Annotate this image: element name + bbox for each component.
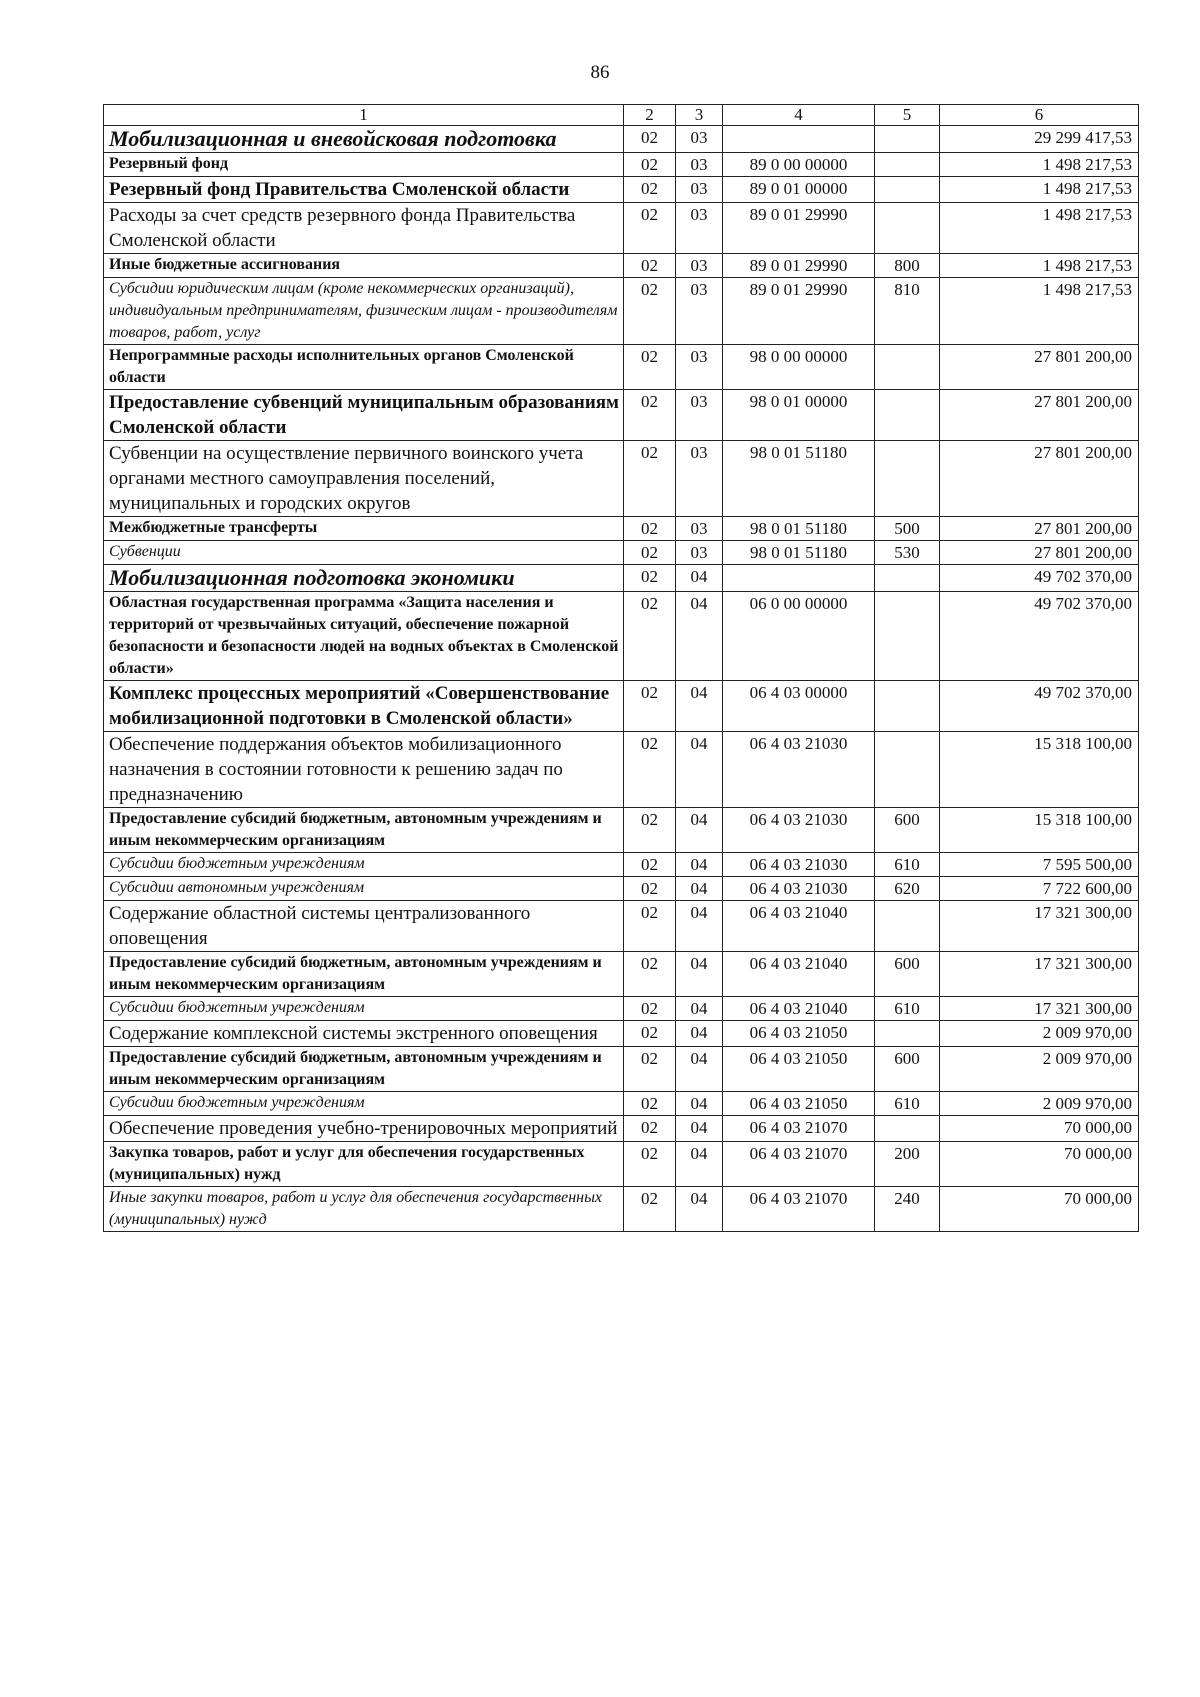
row-amount-cell: 70 000,00 — [940, 1187, 1139, 1232]
row-amount-cell: 70 000,00 — [940, 1116, 1139, 1142]
row-target-article-cell: 06 4 03 21070 — [723, 1142, 875, 1187]
table-row — [104, 997, 1139, 1021]
row-expense-type-cell — [875, 565, 940, 592]
row-subsection-code-cell: 04 — [676, 1047, 723, 1092]
row-subsection-code-cell: 04 — [676, 1021, 723, 1047]
row-expense-type-cell — [875, 441, 940, 517]
table-row — [104, 254, 1139, 278]
table-row — [104, 126, 1139, 153]
row-target-article-cell: 98 0 01 51180 — [723, 517, 875, 541]
row-target-article-cell: 06 4 03 21040 — [723, 997, 875, 1021]
row-expense-type-cell: 810 — [875, 278, 940, 345]
row-section-code-cell: 02 — [624, 808, 676, 853]
row-subsection-code-cell: 04 — [676, 681, 723, 732]
row-amount-cell: 1 498 217,53 — [940, 177, 1139, 203]
row-name-cell: Иные закупки товаров, работ и услуг для обеспечения государственных (муниципальных) нужд — [104, 1187, 624, 1232]
row-expense-type-cell — [875, 177, 940, 203]
row-amount-cell: 7 722 600,00 — [940, 877, 1139, 901]
row-section-code-cell: 02 — [624, 203, 676, 254]
row-amount-cell: 7 595 500,00 — [940, 853, 1139, 877]
row-name-cell: Предоставление субвенций муниципальным образованиям Смоленской области — [104, 390, 624, 441]
row-target-article-cell: 06 4 03 21040 — [723, 952, 875, 997]
row-amount-cell: 27 801 200,00 — [940, 541, 1139, 565]
table-row — [104, 1142, 1139, 1187]
row-name-cell: Субсидии бюджетным учреждениям — [104, 853, 624, 877]
column-header: 2 — [624, 105, 676, 126]
row-expense-type-cell: 240 — [875, 1187, 940, 1232]
row-amount-cell: 1 498 217,53 — [940, 153, 1139, 177]
row-target-article-cell — [723, 565, 875, 592]
row-target-article-cell: 06 4 03 21030 — [723, 853, 875, 877]
row-subsection-code-cell: 03 — [676, 541, 723, 565]
row-amount-cell: 2 009 970,00 — [940, 1092, 1139, 1116]
row-section-code-cell: 02 — [624, 1092, 676, 1116]
budget-table — [103, 104, 1139, 1232]
row-target-article-cell: 89 0 01 29990 — [723, 203, 875, 254]
row-subsection-code-cell: 03 — [676, 203, 723, 254]
row-name-cell: Содержание областной системы централизованного оповещения — [104, 901, 624, 952]
row-subsection-code-cell: 04 — [676, 901, 723, 952]
row-section-code-cell: 02 — [624, 997, 676, 1021]
row-amount-cell: 17 321 300,00 — [940, 901, 1139, 952]
row-section-code-cell: 02 — [624, 278, 676, 345]
row-target-article-cell: 06 4 03 21030 — [723, 732, 875, 808]
row-target-article-cell: 06 0 00 00000 — [723, 592, 875, 681]
row-section-code-cell: 02 — [624, 681, 676, 732]
row-name-cell: Расходы за счет средств резервного фонда Правительства Смоленской области — [104, 203, 624, 254]
table-row — [104, 1021, 1139, 1047]
row-name-cell: Предоставление субсидий бюджетным, автономным учреждениям и иным некоммерческим организациям — [104, 808, 624, 853]
column-header: 6 — [940, 105, 1139, 126]
table-row — [104, 565, 1139, 592]
row-amount-cell: 15 318 100,00 — [940, 808, 1139, 853]
table-header-row — [104, 105, 1139, 126]
row-name-cell: Резервный фонд Правительства Смоленской области — [104, 177, 624, 203]
row-name-cell: Мобилизационная подготовка экономики — [104, 565, 624, 592]
row-amount-cell: 27 801 200,00 — [940, 390, 1139, 441]
row-expense-type-cell — [875, 153, 940, 177]
row-section-code-cell: 02 — [624, 254, 676, 278]
row-subsection-code-cell: 03 — [676, 390, 723, 441]
row-subsection-code-cell: 04 — [676, 565, 723, 592]
row-amount-cell: 17 321 300,00 — [940, 997, 1139, 1021]
row-target-article-cell — [723, 126, 875, 153]
row-subsection-code-cell: 04 — [676, 1092, 723, 1116]
row-subsection-code-cell: 03 — [676, 517, 723, 541]
row-expense-type-cell: 500 — [875, 517, 940, 541]
table-row — [104, 345, 1139, 390]
row-expense-type-cell: 610 — [875, 997, 940, 1021]
row-target-article-cell: 89 0 01 29990 — [723, 278, 875, 345]
row-section-code-cell: 02 — [624, 901, 676, 952]
row-section-code-cell: 02 — [624, 126, 676, 153]
column-header: 5 — [875, 105, 940, 126]
table-row — [104, 952, 1139, 997]
row-subsection-code-cell: 04 — [676, 732, 723, 808]
row-amount-cell: 70 000,00 — [940, 1142, 1139, 1187]
row-expense-type-cell: 600 — [875, 1047, 940, 1092]
row-section-code-cell: 02 — [624, 153, 676, 177]
row-name-cell: Субвенции на осуществление первичного воинского учета органами местного самоуправления поселений, муниципальных и городских округов — [104, 441, 624, 517]
row-subsection-code-cell: 03 — [676, 126, 723, 153]
row-target-article-cell: 06 4 03 21030 — [723, 808, 875, 853]
row-expense-type-cell — [875, 126, 940, 153]
row-name-cell: Обеспечение поддержания объектов мобилизационного назначения в состоянии готовности к решению задач по предназначению — [104, 732, 624, 808]
row-amount-cell: 17 321 300,00 — [940, 952, 1139, 997]
row-name-cell: Комплекс процессных мероприятий «Совершенствование мобилизационной подготовки в Смоленской области» — [104, 681, 624, 732]
row-subsection-code-cell: 03 — [676, 153, 723, 177]
row-expense-type-cell — [875, 1021, 940, 1047]
row-amount-cell: 27 801 200,00 — [940, 517, 1139, 541]
row-subsection-code-cell: 04 — [676, 1116, 723, 1142]
row-subsection-code-cell: 03 — [676, 441, 723, 517]
row-expense-type-cell — [875, 203, 940, 254]
table-row — [104, 177, 1139, 203]
table-row — [104, 278, 1139, 345]
row-subsection-code-cell: 03 — [676, 345, 723, 390]
row-target-article-cell: 98 0 01 51180 — [723, 441, 875, 517]
row-amount-cell: 29 299 417,53 — [940, 126, 1139, 153]
row-section-code-cell: 02 — [624, 1116, 676, 1142]
row-subsection-code-cell: 03 — [676, 254, 723, 278]
row-subsection-code-cell: 03 — [676, 177, 723, 203]
row-expense-type-cell — [875, 732, 940, 808]
row-target-article-cell: 06 4 03 00000 — [723, 681, 875, 732]
row-subsection-code-cell: 04 — [676, 1142, 723, 1187]
row-amount-cell: 15 318 100,00 — [940, 732, 1139, 808]
row-section-code-cell: 02 — [624, 177, 676, 203]
row-name-cell: Мобилизационная и вневойсковая подготовка — [104, 126, 624, 153]
row-section-code-cell: 02 — [624, 592, 676, 681]
row-section-code-cell: 02 — [624, 877, 676, 901]
row-name-cell: Предоставление субсидий бюджетным, автономным учреждениям и иным некоммерческим организациям — [104, 1047, 624, 1092]
row-name-cell: Содержание комплексной системы экстренного оповещения — [104, 1021, 624, 1047]
row-name-cell: Субсидии бюджетным учреждениям — [104, 1092, 624, 1116]
row-amount-cell: 27 801 200,00 — [940, 441, 1139, 517]
row-section-code-cell: 02 — [624, 345, 676, 390]
table-row — [104, 517, 1139, 541]
row-expense-type-cell: 530 — [875, 541, 940, 565]
row-section-code-cell: 02 — [624, 1021, 676, 1047]
row-subsection-code-cell: 03 — [676, 278, 723, 345]
row-subsection-code-cell: 04 — [676, 952, 723, 997]
row-name-cell: Субсидии автономным учреждениям — [104, 877, 624, 901]
row-section-code-cell: 02 — [624, 565, 676, 592]
row-target-article-cell: 98 0 00 00000 — [723, 345, 875, 390]
row-name-cell: Межбюджетные трансферты — [104, 517, 624, 541]
row-subsection-code-cell: 04 — [676, 592, 723, 681]
row-subsection-code-cell: 04 — [676, 997, 723, 1021]
table-body — [104, 126, 1139, 1232]
row-name-cell: Предоставление субсидий бюджетным, автономным учреждениям и иным некоммерческим организациям — [104, 952, 624, 997]
table-row — [104, 681, 1139, 732]
row-expense-type-cell: 200 — [875, 1142, 940, 1187]
row-amount-cell: 2 009 970,00 — [940, 1021, 1139, 1047]
table-row — [104, 853, 1139, 877]
row-expense-type-cell: 620 — [875, 877, 940, 901]
table-row — [104, 732, 1139, 808]
row-section-code-cell: 02 — [624, 1142, 676, 1187]
row-section-code-cell: 02 — [624, 541, 676, 565]
row-subsection-code-cell: 04 — [676, 853, 723, 877]
row-amount-cell: 49 702 370,00 — [940, 681, 1139, 732]
row-section-code-cell: 02 — [624, 1187, 676, 1232]
row-amount-cell: 27 801 200,00 — [940, 345, 1139, 390]
row-expense-type-cell — [875, 681, 940, 732]
row-target-article-cell: 89 0 00 00000 — [723, 153, 875, 177]
row-expense-type-cell: 600 — [875, 952, 940, 997]
row-subsection-code-cell: 04 — [676, 877, 723, 901]
row-expense-type-cell: 800 — [875, 254, 940, 278]
row-target-article-cell: 06 4 03 21030 — [723, 877, 875, 901]
column-header: 3 — [676, 105, 723, 126]
row-expense-type-cell: 610 — [875, 853, 940, 877]
row-target-article-cell: 89 0 01 00000 — [723, 177, 875, 203]
row-name-cell: Субсидии юридическим лицам (кроме некоммерческих организаций), индивидуальным предпринимателям, физическим лицам - производителям товаров, работ, услуг — [104, 278, 624, 345]
row-section-code-cell: 02 — [624, 1047, 676, 1092]
table-row — [104, 1092, 1139, 1116]
table-row — [104, 592, 1139, 681]
table-row — [104, 153, 1139, 177]
row-subsection-code-cell: 04 — [676, 808, 723, 853]
row-subsection-code-cell: 04 — [676, 1187, 723, 1232]
column-header: 4 — [723, 105, 875, 126]
row-section-code-cell: 02 — [624, 853, 676, 877]
row-expense-type-cell — [875, 345, 940, 390]
row-name-cell: Областная государственная программа «Защита населения и территорий от чрезвычайных ситуаций, обеспечение пожарной безопасности и безопасности людей на водных объектах в Смоленской области» — [104, 592, 624, 681]
row-amount-cell: 1 498 217,53 — [940, 203, 1139, 254]
row-target-article-cell: 06 4 03 21040 — [723, 901, 875, 952]
table-row — [104, 203, 1139, 254]
table-row — [104, 1116, 1139, 1142]
row-name-cell: Непрограммные расходы исполнительных органов Смоленской области — [104, 345, 624, 390]
row-target-article-cell: 06 4 03 21050 — [723, 1047, 875, 1092]
row-expense-type-cell: 610 — [875, 1092, 940, 1116]
row-expense-type-cell — [875, 592, 940, 681]
row-amount-cell: 1 498 217,53 — [940, 254, 1139, 278]
table-row — [104, 1187, 1139, 1232]
table-row — [104, 901, 1139, 952]
row-target-article-cell: 06 4 03 21050 — [723, 1092, 875, 1116]
row-amount-cell: 1 498 217,53 — [940, 278, 1139, 345]
row-expense-type-cell — [875, 901, 940, 952]
row-target-article-cell: 98 0 01 00000 — [723, 390, 875, 441]
page-number: 86 — [590, 62, 610, 83]
row-section-code-cell: 02 — [624, 517, 676, 541]
row-target-article-cell: 98 0 01 51180 — [723, 541, 875, 565]
table-row — [104, 877, 1139, 901]
row-section-code-cell: 02 — [624, 952, 676, 997]
table-row — [104, 390, 1139, 441]
row-section-code-cell: 02 — [624, 390, 676, 441]
row-section-code-cell: 02 — [624, 441, 676, 517]
row-name-cell: Субвенции — [104, 541, 624, 565]
column-header: 1 — [104, 105, 624, 126]
row-expense-type-cell — [875, 390, 940, 441]
row-target-article-cell: 06 4 03 21050 — [723, 1021, 875, 1047]
row-expense-type-cell: 600 — [875, 808, 940, 853]
row-amount-cell: 49 702 370,00 — [940, 592, 1139, 681]
row-amount-cell: 2 009 970,00 — [940, 1047, 1139, 1092]
table-row — [104, 441, 1139, 517]
row-name-cell: Закупка товаров, работ и услуг для обеспечения государственных (муниципальных) нужд — [104, 1142, 624, 1187]
row-name-cell: Обеспечение проведения учебно-тренировочных мероприятий — [104, 1116, 624, 1142]
table-row — [104, 808, 1139, 853]
row-target-article-cell: 89 0 01 29990 — [723, 254, 875, 278]
table-row — [104, 541, 1139, 565]
row-name-cell: Иные бюджетные ассигнования — [104, 254, 624, 278]
table-row — [104, 1047, 1139, 1092]
row-amount-cell: 49 702 370,00 — [940, 565, 1139, 592]
row-target-article-cell: 06 4 03 21070 — [723, 1187, 875, 1232]
row-expense-type-cell — [875, 1116, 940, 1142]
row-target-article-cell: 06 4 03 21070 — [723, 1116, 875, 1142]
row-name-cell: Субсидии бюджетным учреждениям — [104, 997, 624, 1021]
row-name-cell: Резервный фонд — [104, 153, 624, 177]
row-section-code-cell: 02 — [624, 732, 676, 808]
